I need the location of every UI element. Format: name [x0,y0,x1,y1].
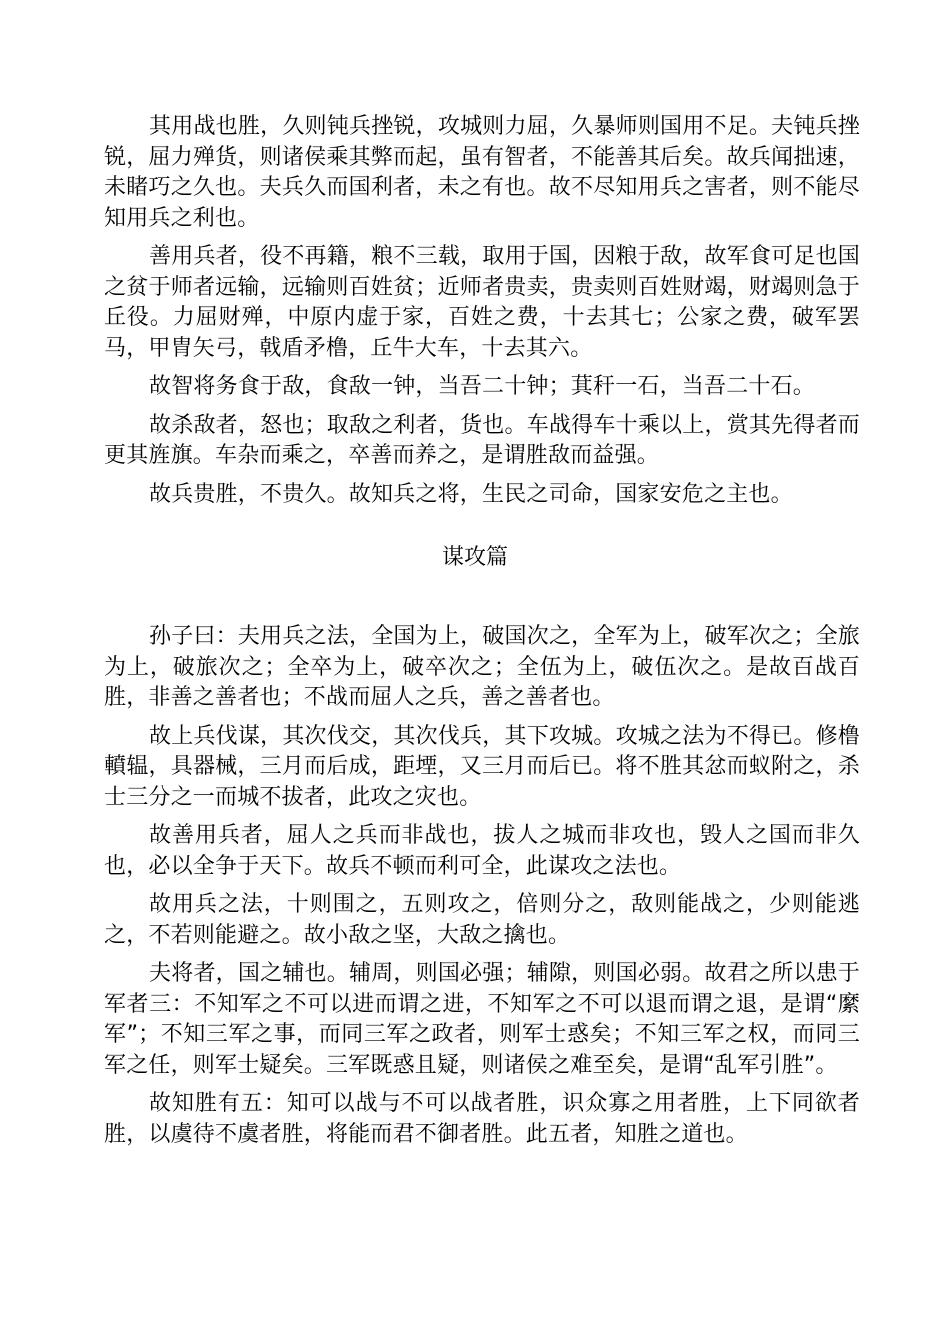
paragraph: 故用兵之法，十则围之，五则攻之，倍则分之，敌则能战之，少则能逃之，不若则能避之。故小敌之坚，大敌之擒也。 [104,892,860,948]
paragraph: 故兵贵胜，不贵久。故知兵之将，生民之司命，国家安危之主也。 [149,481,793,507]
paragraph: 故上兵伐谋，其次伐交，其次伐兵，其下攻城。攻城之法为不得已。修橹轒辒，具器械，三月而后成，距堙，又三月而后已。将不胜其忿而蚁附之，杀士三分之一而城不拔者，此攻之灾也。 [104,723,860,810]
paragraph: 夫将者，国之辅也。辅周，则国必强；辅隙，则国必弱。故君之所以患于军者三：不知军之不可以进而谓之进，不知军之不可以退而谓之退，是谓“縻军”；不知三军之事，而同三军之政者，则军士惑矣；不知三军之权，而同三军之任，则军士疑矣。三军既惑且疑，则诸侯之难至矣，是谓“乱军引胜”。 [104,961,860,1078]
paragraph: 故知胜有五：知可以战与不可以战者胜，识众寡之用者胜，上下同欲者胜，以虞待不虞者胜，将能而君不御者胜。此五者，知胜之道也。 [104,1091,860,1147]
section-title: 谋攻篇 [441,545,508,570]
paragraph: 善用兵者，役不再籍，粮不三载，取用于国，因粮于敌，故军食可足也国之贫于师者远输，远输则百姓贫；近师者贵卖，贵卖则百姓财竭，财竭则急于丘役。力屈财殚，中原内虚于家，百姓之费，十去其七；公家之费，破军罢马，甲胄矢弓，戟盾矛橹，丘牛大车，十去其六。 [104,244,860,361]
section-1-body [104,112,860,518]
section-2-body [104,622,860,1158]
paragraph: 其用战也胜，久则钝兵挫锐，攻城则力屈，久暴师则国用不足。夫钝兵挫锐，屈力殚货，则诸侯乘其弊而起，虽有智者，不能善其后矣。故兵闻拙速，未睹巧之久也。夫兵久而国利者，未之有也。故不尽知用兵之害者，则不能尽知用兵之利也。 [104,114,860,231]
paragraph: 故善用兵者，屈人之兵而非战也，拔人之城而非攻也，毁人之国而非久也，必以全争于天下。故兵不顿而利可全，此谋攻之法也。 [104,823,860,879]
paragraph: 孙子曰：夫用兵之法，全国为上，破国次之，全军为上，破军次之；全旅为上，破旅次之；全卒为上，破卒次之；全伍为上，破伍次之。是故百战百胜，非善之善者也；不战而屈人之兵，善之善者也。 [104,624,860,710]
paragraph: 故智将务食于敌，食敌一钟，当吾二十钟；萁秆一石，当吾二十石。 [149,374,816,399]
paragraph: 故杀敌者，怒也；取敌之利者，货也。车战得车十乘以上，赏其先得者而更其旌旗。车杂而乘之，卒善而养之，是谓胜敌而益强。 [104,412,860,468]
